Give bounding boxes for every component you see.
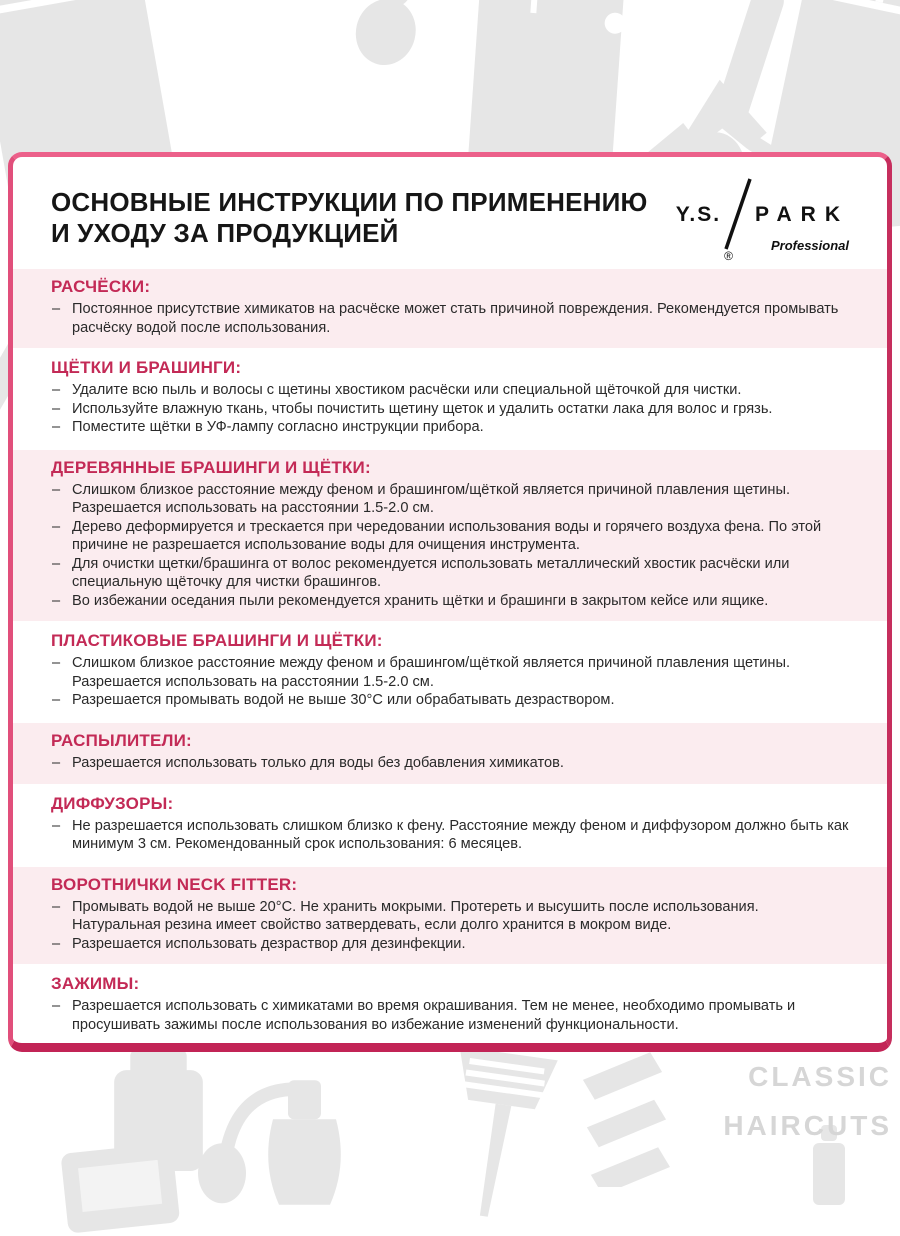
list-item: – Постоянное присутствие химикатов на расчёске может стать причиной повреждения. Рекомендуется промывать расчёску водой после использования.	[51, 300, 849, 337]
list-item: – Во избежании оседания пыли рекомендуется хранить щётки и брашинги в закрытом кейсе или ящике.	[51, 592, 849, 611]
list-item: – Поместите щётки в УФ-лампу согласно инструкции прибора.	[51, 418, 849, 437]
logo-row	[676, 193, 849, 236]
section-items	[51, 381, 849, 437]
razor-icon	[429, 1041, 567, 1225]
list-item: – Разрешается использовать только для воды без добавления химикатов.	[51, 754, 849, 773]
ys-park-logo	[675, 193, 849, 263]
section-items	[51, 654, 849, 710]
title-line1: ОСНОВНЫЕ ИНСТРУКЦИИ ПО ПРИМЕНЕНИЮ	[51, 187, 648, 217]
section-combs	[13, 269, 887, 348]
registered-trademark-icon: ®	[724, 249, 733, 263]
list-item: – Для очистки щетки/брашинга от волос рекомендуется использовать металлический хвостик расчёски или специальную щёточку для чистки брашингов.	[51, 555, 849, 592]
atomizer-bottle-icon	[195, 1080, 360, 1205]
section-sprayers	[13, 723, 887, 784]
section-items	[51, 754, 849, 773]
section-items	[51, 817, 849, 854]
card-header	[13, 157, 887, 269]
section-heading: ВОРОТНИЧКИ NECK FITTER:	[51, 874, 298, 894]
page-title	[51, 187, 648, 248]
list-item: – Разрешается использовать дезраствор для дезинфекции.	[51, 935, 849, 954]
list-item: – Разрешается промывать водой не выше 30°C или обрабатывать дезраствором.	[51, 691, 849, 710]
list-item: – Удалите всю пыль и волосы с щетины хвостиком расчёски или специальной щёточкой для чистки.	[51, 381, 849, 400]
section-clips	[13, 966, 887, 1045]
instruction-card	[8, 152, 892, 1052]
section-heading: ЩЁТКИ И БРАШИНГИ:	[51, 358, 242, 378]
title-line2: И УХОДУ ЗА ПРОДУКЦИЕЙ	[51, 217, 399, 248]
logo-ys-text: Y.S.	[675, 202, 722, 226]
section-plastic-brushes	[13, 623, 887, 721]
clipper-body-icon	[56, 1134, 185, 1236]
logo-professional-text: Professional	[770, 238, 849, 253]
logo-sub-row	[724, 238, 849, 263]
section-diffusers	[13, 786, 887, 865]
watermark-line1: CLASSIC	[748, 1061, 892, 1092]
list-item: – Используйте влажную ткань, чтобы почистить щетину щеток и удалить остатки лака для волос и грязь.	[51, 400, 849, 419]
barber-pole-stripes-icon	[575, 1052, 670, 1187]
section-heading: ДИФФУЗОРЫ:	[51, 793, 174, 813]
list-item: – Разрешается использовать с химикатами во время окрашивания. Тем не менее, необходимо промывать и просушивать зажимы после использования во избежание изменений функциональности.	[51, 997, 849, 1034]
classic-haircuts-watermark	[723, 1052, 892, 1150]
section-items	[51, 898, 849, 954]
section-items	[51, 481, 849, 611]
list-item: – Промывать водой не выше 20°C. Не хранить мокрыми. Протереть и высушить после использования. Натуральная резина имеет свойство затвердевать, если долго хранится в мокром виде.	[51, 898, 849, 935]
section-items	[51, 997, 849, 1034]
section-heading: ДЕРЕВЯННЫЕ БРАШИНГИ И ЩЁТКИ:	[51, 457, 371, 477]
list-item: – Дерево деформируется и трескается при чередовании использования воды и горячего воздуха фена. По этой причине не разрешается использование воды для очищения инструмента.	[51, 518, 849, 555]
logo-park-text: PARK	[755, 202, 849, 226]
section-heading: ЗАЖИМЫ:	[51, 974, 140, 994]
list-item: – Не разрешается использовать слишком близко к фену. Расстояние между феном и диффузором должно быть как минимум 3 см. Рекомендованный срок использования: 6 месяцев.	[51, 817, 849, 854]
section-heading: РАСПЫЛИТЕЛИ:	[51, 730, 192, 750]
section-heading: ПЛАСТИКОВЫЕ БРАШИНГИ И ЩЁТКИ:	[51, 631, 383, 651]
list-item: – Слишком близкое расстояние между феном и брашингом/щёткой является причиной плавления щетины. Разрешается использовать на расстоянии 1.5-2.0 см.	[51, 481, 849, 518]
brush-handle-icon	[343, 0, 438, 77]
section-neck-fitter	[13, 867, 887, 965]
section-wooden-brushes	[13, 450, 887, 622]
section-items	[51, 300, 849, 337]
section-heading: РАСЧЁСКИ:	[51, 277, 151, 296]
section-brushes	[13, 350, 887, 448]
watermark-line2: HAIRCUTS	[723, 1110, 892, 1141]
list-item: – Слишком близкое расстояние между феном и брашингом/щёткой является причиной плавления щетины. Разрешается использовать на расстоянии 1.5-2.0 см.	[51, 654, 849, 691]
